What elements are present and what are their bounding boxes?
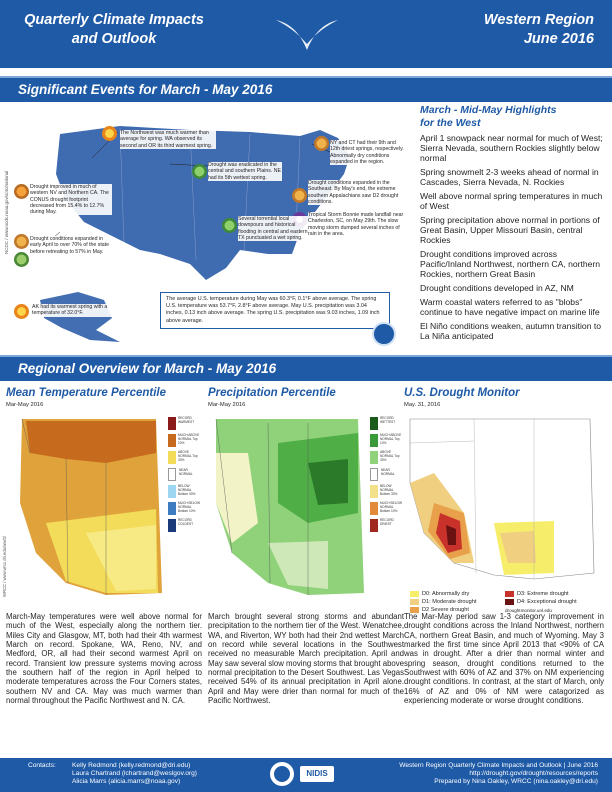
precipitation-map [208,413,404,603]
legend-swatch: MUCH ABOVE NORMAL Top 10% [370,434,378,447]
drought-expand-icon [14,234,29,249]
temperature-panel-period: Mar-May 2016 [6,402,44,408]
highlight-item: Warm coastal waters referred to as "blobs" continue to have negative impact on marine life [420,297,600,317]
drought-monitor-link[interactable]: droughtmonitor.unl.edu [505,607,552,613]
regional-overview-heading: Regional Overview for March - May 2016 [18,361,277,376]
report-title-line2: and Outlook [71,31,157,47]
highlight-item: Spring precipitation above normal in portions of Great Basin, Upper Missouri Basin, central Rockies [420,215,600,245]
highlight-item: Drought conditions improved across Pacific/Inland Northwest, northern CA, northern Rockies, northern Great Basin [420,249,601,279]
significant-events-heading: Significant Events for March - May 2016 [18,82,273,97]
footer-reports-link[interactable]: http://drought.gov/drought/resources/reports [469,770,598,777]
legend-swatch: BELOW NORMAL Bottom 33% [370,485,378,498]
callout-alaska: AK had its warmest spring with a temperature of 32.0°F. [32,304,114,317]
legend-swatch: MUCH ABOVE NORMAL Top 10% [168,434,176,447]
regional-overview-banner [0,355,612,381]
callout-southeast: Drought conditions expanded in the Southeast. By May's end, the extreme southern Appalachians saw D2 drought conditions. [308,180,408,205]
precipitation-legend [370,417,402,536]
highlight-item: Drought conditions developed in AZ, NM [420,283,574,293]
report-title-line1: Quarterly Climate Impacts [24,12,204,28]
plains-rain-icon [192,164,207,179]
drought-summary-text: The Mar-May period saw 1-3 category improvement in drought conditions across the Inland Northwest, northern CA, northern Great Basin, and much of Wyoming. May 3 marked the first time since April 2013 that <90% of CA was in drought. After a drier than normal winter and spring season, drought conditions returned to the Southwest with 60% of AZ and 37% on NM experiencing drought conditions. In contrast, at the start of March, only 16% of AZ and 0% of NM were catagorized as experiencing moderate or worse drought conditions. [404,612,604,706]
legend-d3: D3: Extreme drought [505,591,600,597]
drought-monitor-panel [404,387,600,613]
precipitation-panel-title: Precipitation Percentile [208,387,336,399]
region-name: Western Region [483,12,594,28]
alaska-sun-icon [14,304,29,319]
legend-swatch: RECORD COLDEST [168,519,176,532]
swoosh-logo-icon [272,14,342,56]
sun-icon [102,126,117,141]
legend-d4: D4: Exceptional drought [505,599,600,605]
callout-texas: Several torrential local downpours and historical flooding in central and eastern TX punctuated a wet spring. [238,216,308,241]
legend-swatch: ABOVE NORMAL Top 33% [370,451,378,464]
highlights-title-line1: March - Mid-May Highlights [420,104,557,116]
highlight-item: April 1 snowpack near normal for much of West; Sierra Nevada, southern Rockies slightly below normal [420,133,603,163]
contact-email-link[interactable]: Laura Chartrand (lchartrand@weslgov.org) [72,770,197,777]
report-date: June 2016 [523,31,594,47]
precipitation-percentile-panel [208,387,404,526]
legend-swatch: RECORD DRIEST [370,519,378,532]
callout-west-drought: Drought improved in much of western NV and Northern CA. The CONUS drought footprint decreased from 15.4% to 12.7% during May. [30,184,112,215]
temperature-percentile-panel [2,387,202,597]
callout-plains: Drought was eradicated in the central and southern Plains. NE had its 5th wettest spring. [208,162,281,181]
drought-map-graphic [404,413,600,589]
drought-panel-date: May. 31, 2016 [404,402,441,408]
flood-icon [222,218,237,233]
precipitation-panel-period: Mar-May 2016 [208,402,246,408]
drought-panel-title: U.S. Drought Monitor [404,387,520,399]
region-date [454,11,594,49]
contacts-label: Contacts: [28,762,56,769]
legend-swatch: MUCH BELOW NORMAL Bottom 10% [168,502,176,515]
callout-northwest: The Northwest was much warmer than average for spring. WA observed its second and OR its third warmest spring. [120,130,216,149]
drought-map [404,413,600,613]
highlight-item: Well above normal spring temperatures in much of West [420,191,603,211]
highlights-panel [420,104,606,345]
contact-email-link[interactable]: Kelly Redmond (kelly.redmond@dri.edu) [72,762,191,769]
page-footer [0,758,612,792]
significant-events-map [0,104,412,350]
temperature-panel-title: Mean Temperature Percentile [6,387,166,399]
northeast-dry-icon [314,136,329,151]
footer-info [399,762,598,786]
temperature-map [6,413,202,603]
legend-swatch: ABOVE NORMAL Top 33% [168,451,176,464]
drought-improve-icon [14,184,29,199]
southeast-drought-icon [292,188,307,203]
contacts-list [72,762,197,786]
temperature-summary-text: March-May temperatures were well above normal for much of the West, especially along the northern tier. Miles City and Glasgow, MT, both had their 4th warmest March on record. Spokane, WA, Reno, NV, and Medford, OR, all had their second warmest April on record. Transient low pressure systems moving across the southern half of the region in April helped to moderate temperatures across the Four Corners states, southern NV and CA. May was much warmer than normal throughout the Pacific Northwest and N. CA. [6,612,202,706]
legend-swatch: RECORD WARMEST [168,417,176,430]
map-credit: NCDC / www.ncdc.noaa.gov/sotc/national [4,170,9,254]
footer-report-title: Western Region Quarterly Climate Impacts and Outlook | June 2016 [399,762,598,769]
highlight-item: El Niño conditions weaken, autumn transition to La Niña anticipated [420,321,602,341]
significant-events-banner [0,76,612,102]
page-header [0,0,612,68]
us-summary-box: The average U.S. temperature during May was 60.3°F, 0.1°F above average. The spring U.S. temperature was 53.7°F, 2.8°F above average. May U.S. precipitation was 3.04 inches, 0.13 inch above average. The spring U.S. precipitation was 9.03 inches, 1.09 inch above average. [160,292,390,329]
contact-email-link[interactable]: Alicia Marrs (alicia.marrs@noaa.gov) [72,778,181,785]
callout-drought-expand: Drought conditions expanded in early April to over 70% of the state before retreating to 57% in May. [30,236,110,255]
wet-icon [14,252,29,267]
noaa-footer-logo-icon [270,762,294,786]
highlights-title-line2: for the West [420,116,481,129]
legend-d0: D0: Abnormally dry [410,591,505,597]
callout-tropical-storm: Tropical Storm Bonnie made landfall near Charleston, SC, on May 29th. The slow moving storm dumped several inches of rain in the area. [308,212,404,237]
nidis-logo: NIDIS [300,766,334,782]
temperature-legend [168,417,200,536]
highlight-item: Spring snowmelt 2-3 weeks ahead of normal in Cascades, Sierra Nevada, N. Rockies [420,167,599,187]
report-title [14,11,214,49]
noaa-logo-icon [372,322,396,346]
precipitation-summary-text: March brought several strong storms and abundant precipitation to the northern tier of the West. Wenatchee, WA, and Riverton, WY both had their 2nd wettest March on record while several locations in the Southwest received no measurable March precipitation. April and May saw several slow moving storms that brought above normal precipitation to the Desert Southwest. Las Vegas received 54% of its annual precipitation in April alone. April and May were drier than normal for much of the Pacific Northwest. [208,612,404,706]
legend-d2: D2 Severe drought [410,607,505,613]
legend-swatch: RECORD WETTEST [370,417,378,430]
highlights-title [420,104,606,129]
legend-swatch: MUCH BELOW NORMAL Bottom 10% [370,502,378,515]
footer-prepared-by: Prepared by Nina Oakley, WRCC (nina.oakley@dri.edu) [434,778,598,785]
callout-northeast: NY and CT had their 9th and 12th driest springs, respectively. Abnormally dry conditions expanded in the region. [330,140,406,165]
temperature-map-credit: WRCC / www.wrcc.dri.edu/wwdt/ [2,536,7,597]
legend-d1: D1: Moderate drought [410,599,505,605]
legend-swatch: BELOW NORMAL Bottom 33% [168,485,176,498]
legend-swatch: NEAR NORMAL [168,468,176,481]
legend-swatch: NEAR NORMAL [370,468,378,481]
